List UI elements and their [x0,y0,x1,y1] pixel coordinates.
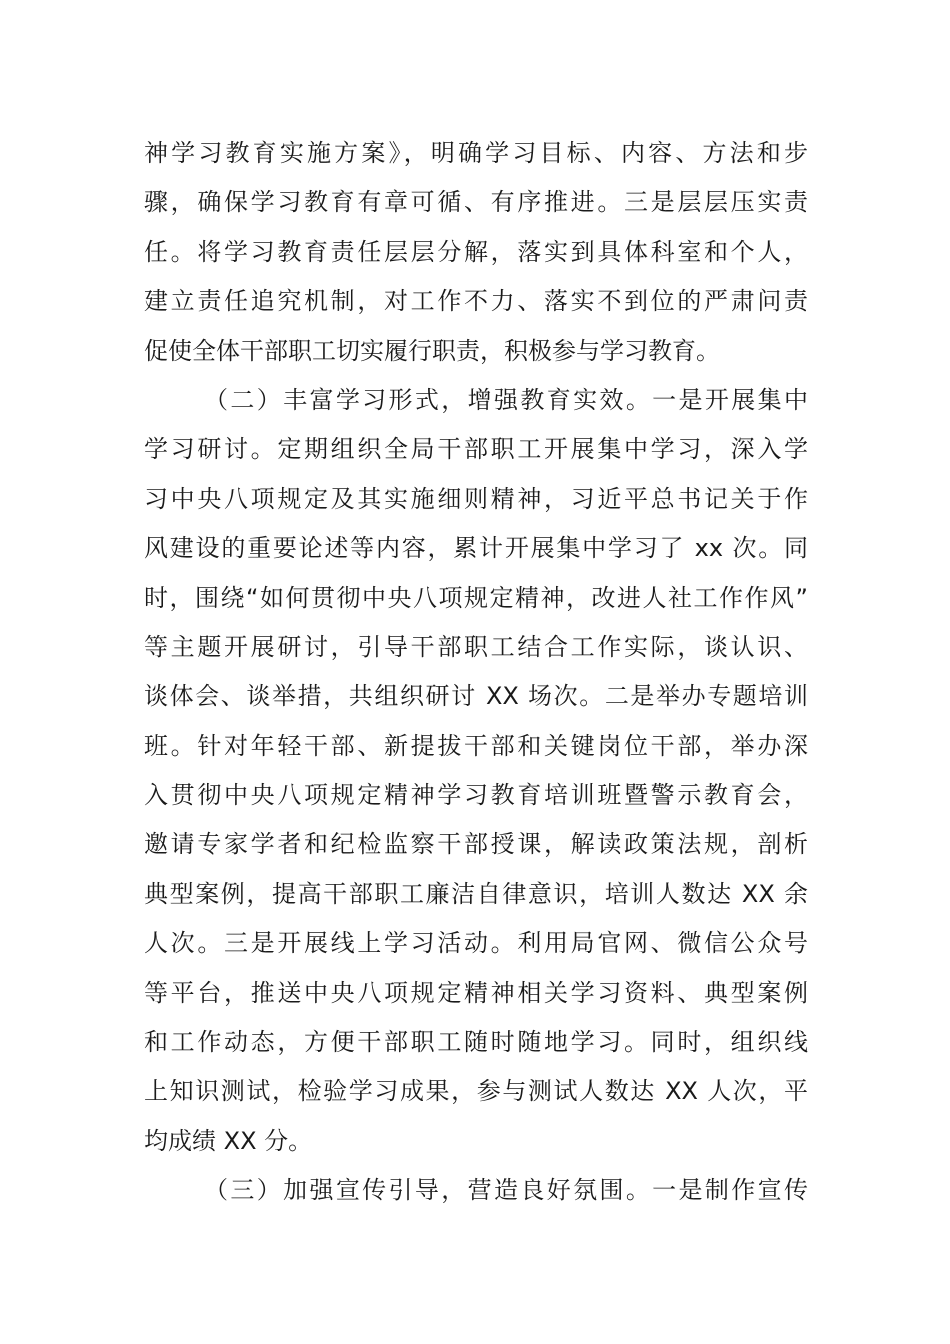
text-line: 班。针对年轻干部、新提拔干部和关键岗位干部，举办深 [144,731,808,760]
text-line: 风建设的重要论述等内容，累计开展集中学习了 xx 次。同 [144,534,808,563]
text-line: 等平台，推送中央八项规定精神相关学习资料、典型案例 [144,978,808,1007]
text-line: 人次。三是开展线上学习活动。利用局官网、微信公众号 [144,929,808,958]
text-line: 习中央八项规定及其实施细则精神，习近平总书记关于作 [144,484,808,513]
text-line: 谈体会、谈举措，共组织研讨 XX 场次。二是举办专题培训 [144,682,808,711]
text-line: 任。将学习教育责任层层分解，落实到具体科室和个人， [144,237,808,266]
text-line: 入贯彻中央八项规定精神学习教育培训班暨警示教育会， [144,781,808,810]
text-line: 时，围绕“如何贯彻中央八项规定精神，改进人社工作作风” [144,583,808,612]
text-line: 等主题开展研讨，引导干部职工结合工作实际，谈认识、 [144,632,808,661]
text-line: 均成绩 XX 分。 [144,1126,313,1155]
text-line: 神学习教育实施方案》，明确学习目标、内容、方法和步 [144,139,808,167]
text-line: 建立责任追究机制，对工作不力、落实不到位的严肃问责 [144,287,808,316]
text-line: 骤，确保学习教育有章可循、有序推进。三是层层压实责 [144,188,808,217]
text-line: 促使全体干部职工切实履行职责，积极参与学习教育。 [144,336,720,365]
paragraph-heading-line: （二）丰富学习形式，增强教育实效。一是开展集中 [204,385,808,414]
text-line: 典型案例，提高干部职工廉洁自律意识，培训人数达 XX 余 [144,879,808,908]
text-line: 学习研讨。定期组织全局干部职工开展集中学习，深入学 [144,435,808,464]
body-text [144,129,808,1216]
text-line: 上知识测试，检验学习成果，参与测试人数达 XX 人次，平 [144,1077,808,1106]
paragraph-heading-line: （三）加强宣传引导，营造良好氛围。一是制作宣传 [204,1176,808,1205]
text-line: 和工作动态，方便干部职工随时随地学习。同时，组织线 [144,1028,808,1057]
text-line: 邀请专家学者和纪检监察干部授课，解读政策法规，剖析 [144,830,808,859]
